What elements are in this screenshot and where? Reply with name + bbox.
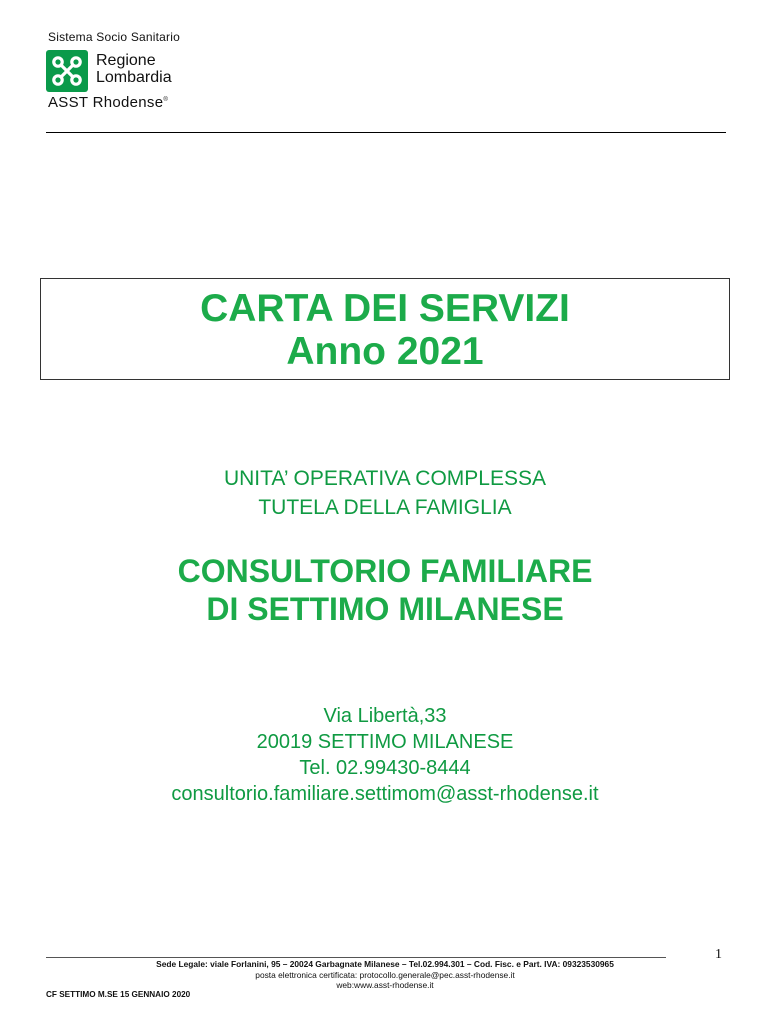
address-city: 20019 SETTIMO MILANESE [256,731,514,753]
document-title-box [40,278,730,380]
document-title: CARTA DEI SERVIZI [200,287,570,330]
unit-line-1: UNITA’ OPERATIVA COMPLESSA [223,467,547,490]
asst-rhodense-logo [46,30,216,115]
footer-legal: Sede Legale: viale Forlanini, 95 – 20024 Garbagnate Milanese – Tel.02.994.301 – Cod. Fisc. e Part. IVA: 09323530965 [156,959,614,969]
service-title-line-2: DI SETTIMO MILANESE [206,591,564,627]
regione-lombardia-label [96,52,172,86]
document-year: Anno 2021 [286,330,484,373]
address-phone: Tel. 02.99430-8444 [299,757,471,779]
service-title-line-1: CONSULTORIO FAMILIARE [177,553,593,589]
asst-name-text: ASST Rhodense [48,94,164,111]
footer-divider [46,957,666,958]
regione-lombardia-rose-icon [46,50,88,92]
header-divider [46,132,726,133]
address-street: Via Libertà,33 [323,705,447,727]
footer-web: web:www.asst-rhodense.it [336,980,434,990]
region-line-1: Regione [96,52,156,69]
unit-line-2: TUTELA DELLA FAMIGLIA [258,496,512,519]
footer-pec: posta elettronica certificata: protocollo.generale@pec.asst-rhodense.it [255,970,515,980]
trademark-mark: ® [163,97,169,103]
document-reference: CF SETTIMO M.SE 15 GENNAIO 2020 [46,990,191,999]
region-line-2: Lombardia [96,69,172,86]
asst-name [48,94,168,111]
address-email: consultorio.familiare.settimom@asst-rhodense.it [171,783,599,805]
sistema-socio-sanitario-label: Sistema Socio Sanitario [48,30,180,44]
page-number: 1 [715,947,722,962]
